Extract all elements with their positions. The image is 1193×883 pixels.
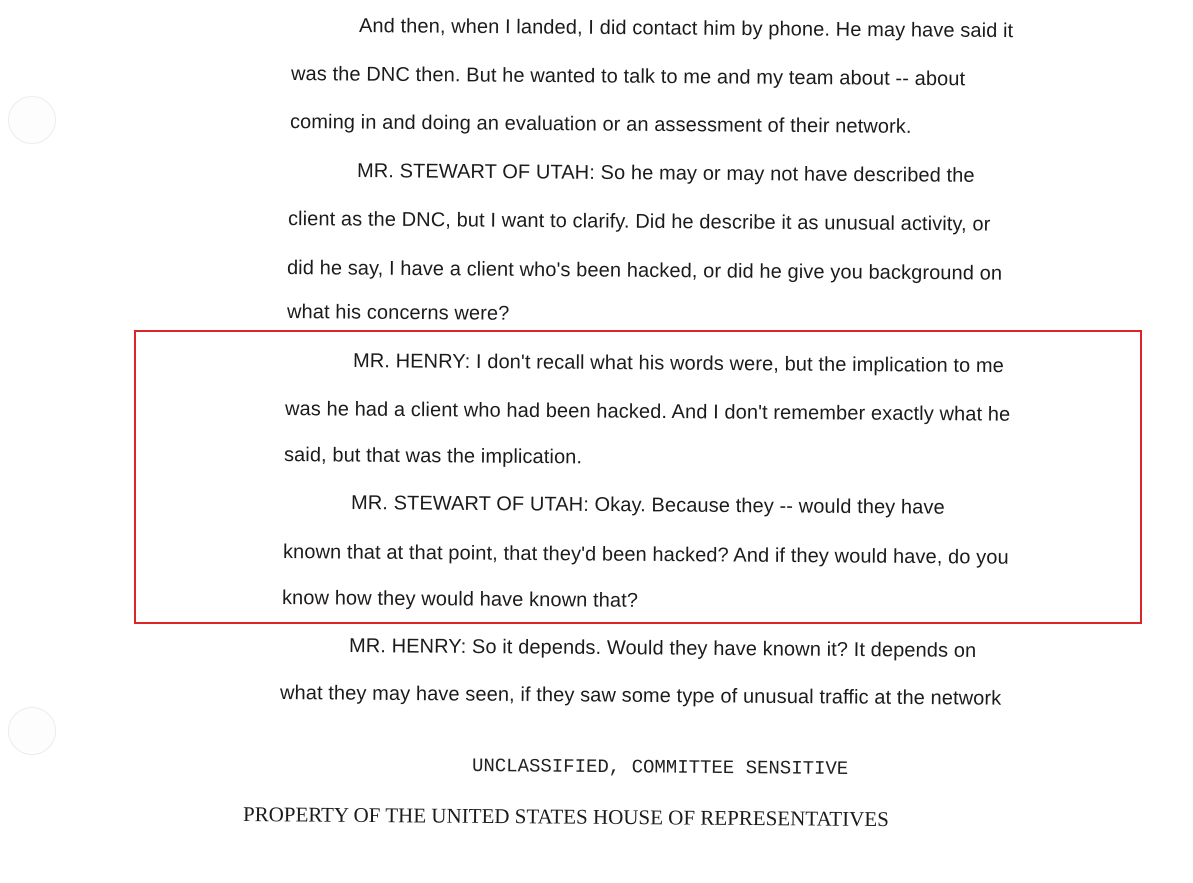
transcript-line: And then, when I landed, I did contact him by phone. He may have said it <box>358 15 1014 43</box>
transcript-line: was he had a client who had been hacked. And I don't remember exactly what he <box>284 398 1011 426</box>
transcript-line: was the DNC then. But he wanted to talk to me and my team about -- about <box>290 63 966 91</box>
transcript-line: what they may have seen, if they saw some type of unusual traffic at the network <box>279 682 1002 710</box>
punch-hole-top <box>8 96 56 144</box>
property-marking: PROPERTY OF THE UNITED STATES HOUSE OF REPRESENTATIVES <box>242 802 889 832</box>
transcript-line: client as the DNC, but I want to clarify. Did he describe it as unusual activity, or <box>287 208 991 236</box>
classification-marking: UNCLASSIFIED, COMMITTEE SENSITIVE <box>471 755 849 780</box>
transcript-line: did he say, I have a client who's been hacked, or did he give you background on <box>286 257 1003 285</box>
transcript-line: known that at that point, that they'd been hacked? And if they would have, do you <box>282 541 1009 569</box>
speaker-line: MR. STEWART OF UTAH: Okay. Because they -- would they have <box>350 492 945 519</box>
speaker-line: MR. HENRY: So it depends. Would they have known it? It depends on <box>348 635 977 662</box>
transcript-line: said, but that was the implication. <box>283 444 583 469</box>
highlight-box <box>134 330 1142 624</box>
transcript-line: what his concerns were? <box>286 301 510 325</box>
transcript-line: know how they would have known that? <box>281 587 639 612</box>
punch-hole-bottom <box>8 707 56 755</box>
speaker-line: MR. STEWART OF UTAH: So he may or may not have described the <box>356 160 975 187</box>
transcript-line: coming in and doing an evaluation or an assessment of their network. <box>289 111 912 138</box>
speaker-line: MR. HENRY: I don't recall what his words were, but the implication to me <box>352 350 1004 378</box>
